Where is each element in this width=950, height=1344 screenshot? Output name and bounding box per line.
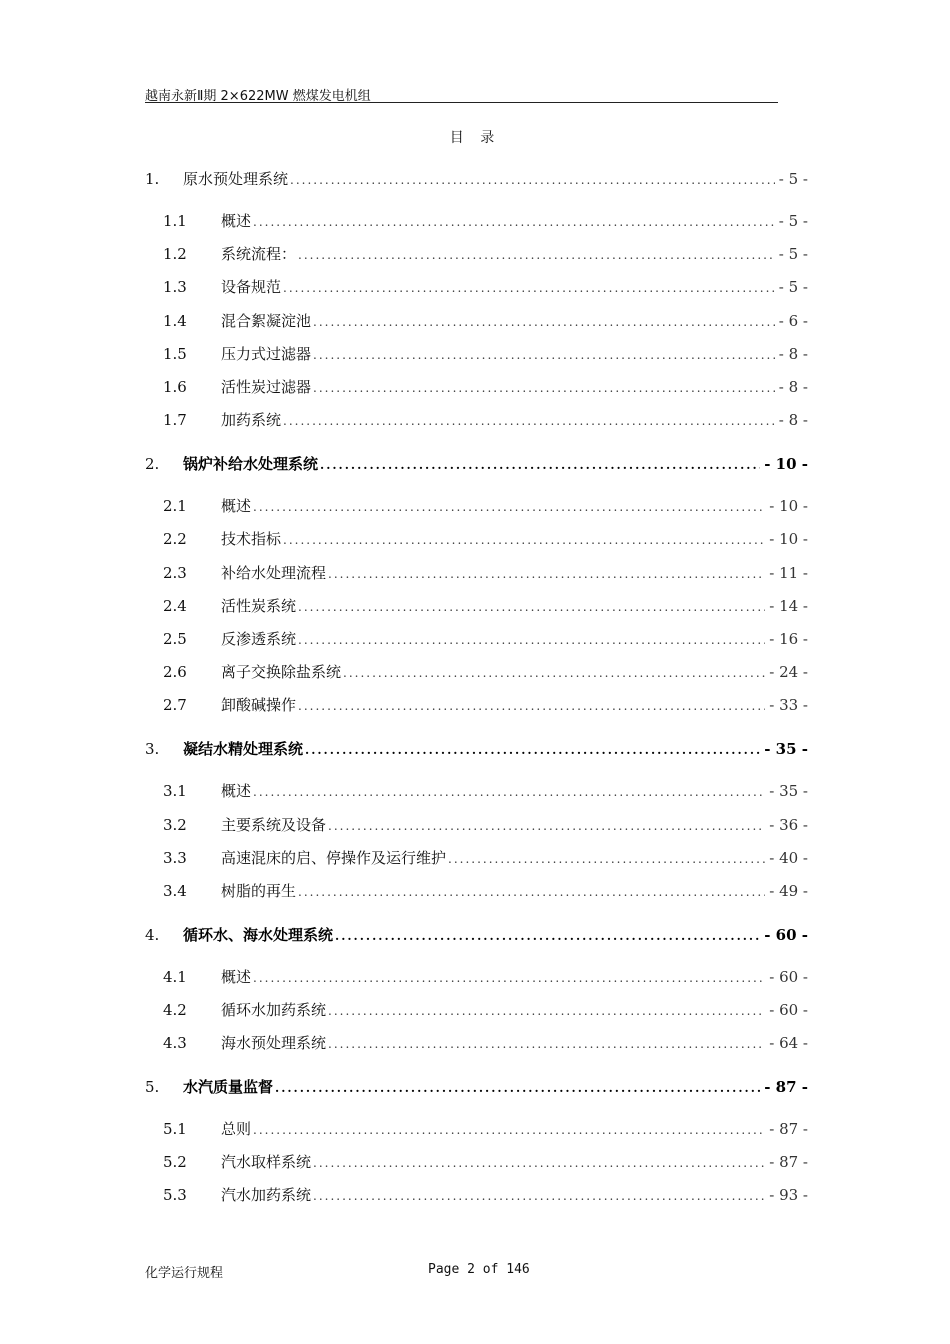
toc-dot-leader	[275, 1077, 760, 1099]
toc-entry[interactable]	[145, 1076, 808, 1098]
toc-dot-leader	[253, 211, 775, 233]
toc-entry-number: 4.2	[163, 1001, 187, 1019]
toc-entry-page: - 6 -	[778, 312, 808, 330]
toc-entry-number: 1.4	[163, 312, 187, 330]
toc-entry-page: - 24 -	[769, 663, 808, 681]
toc-dot-leader	[313, 377, 775, 399]
toc-entry-page: - 10 -	[769, 497, 808, 515]
toc-entry[interactable]	[145, 495, 808, 517]
toc-entry[interactable]	[145, 453, 808, 475]
toc-dot-leader	[313, 344, 775, 366]
toc-dot-leader	[328, 1033, 765, 1055]
toc-entry[interactable]	[145, 310, 808, 332]
toc-entry-page: - 10 -	[764, 455, 808, 473]
toc-entry[interactable]	[145, 880, 808, 902]
toc-entry-page: - 36 -	[769, 816, 808, 834]
toc-entry-page: - 5 -	[778, 245, 808, 263]
toc-entry[interactable]	[145, 595, 808, 617]
toc-entry-number: 5.1	[163, 1120, 187, 1138]
toc-entry-title: 树脂的再生	[221, 882, 297, 900]
toc-dot-leader	[298, 881, 765, 903]
toc-dot-leader	[283, 410, 775, 432]
toc-entry[interactable]	[145, 780, 808, 802]
toc-entry-title: 凝结水精处理系统	[183, 740, 304, 758]
toc-entry-page: - 5 -	[778, 278, 808, 296]
toc-entry[interactable]	[145, 1184, 808, 1206]
toc-entry-number: 2.5	[163, 630, 187, 648]
toc-entry-page: - 8 -	[778, 345, 808, 363]
toc-entry-title: 汽水取样系统	[221, 1153, 312, 1171]
toc-entry-title: 海水预处理系统	[221, 1034, 327, 1052]
toc-entry-title: 概述	[221, 968, 252, 986]
toc-entry-number: 2.6	[163, 663, 187, 681]
toc-dot-leader	[335, 925, 760, 947]
toc-entry[interactable]	[145, 1032, 808, 1054]
toc-dot-leader	[253, 1119, 765, 1141]
toc-entry-number: 1.	[145, 170, 160, 188]
toc-entry[interactable]	[145, 210, 808, 232]
running-header: 越南永新Ⅱ期 2×622MW 燃煤发电机组	[145, 89, 371, 104]
toc-entry-title: 离子交换除盐系统	[221, 663, 342, 681]
toc-entry-page: - 64 -	[769, 1034, 808, 1052]
toc-entry-page: - 49 -	[769, 882, 808, 900]
toc-entry[interactable]	[145, 343, 808, 365]
toc-entry-title: 概述	[221, 212, 252, 230]
toc-entry-page: - 60 -	[769, 968, 808, 986]
toc-dot-leader	[448, 848, 765, 870]
toc-entry-title: 锅炉补给水处理系统	[183, 455, 319, 473]
toc-entry[interactable]	[145, 966, 808, 988]
toc-entry-page: - 35 -	[764, 740, 808, 758]
toc-entry-number: 4.1	[163, 968, 187, 986]
footer-page-number: Page 2 of 146	[428, 1262, 530, 1277]
toc-dot-leader	[253, 781, 765, 803]
toc-entry-number: 3.1	[163, 782, 187, 800]
toc-entry-title: 加药系统	[221, 411, 282, 429]
toc-entry-number: 3.	[145, 740, 160, 758]
toc-dot-leader	[313, 1152, 765, 1174]
toc-entry-number: 1.3	[163, 278, 187, 296]
toc-entry-title: 混合絮凝淀池	[221, 312, 312, 330]
toc-dot-leader	[298, 244, 775, 266]
toc-entry[interactable]	[145, 562, 808, 584]
toc-entry[interactable]	[145, 738, 808, 760]
toc-entry-number: 3.2	[163, 816, 187, 834]
toc-entry-number: 1.2	[163, 245, 187, 263]
toc-entry-number: 3.3	[163, 849, 187, 867]
toc-entry[interactable]	[145, 409, 808, 431]
toc-entry-page: - 60 -	[769, 1001, 808, 1019]
toc-dot-leader	[328, 1000, 765, 1022]
toc-entry-number: 4.3	[163, 1034, 187, 1052]
toc-dot-leader	[253, 967, 765, 989]
toc-dot-leader	[290, 169, 775, 191]
toc-dot-leader	[320, 454, 760, 476]
toc-entry-title: 补给水处理流程	[221, 564, 327, 582]
toc-entry-title: 循环水加药系统	[221, 1001, 327, 1019]
toc-entry-number: 1.7	[163, 411, 187, 429]
toc-entry-page: - 33 -	[769, 696, 808, 714]
toc-entry[interactable]	[145, 661, 808, 683]
toc-entry-title: 概述	[221, 782, 252, 800]
toc-dot-leader	[343, 662, 765, 684]
toc-entry-title: 反渗透系统	[221, 630, 297, 648]
toc-entry-title: 卸酸碱操作	[221, 696, 297, 714]
toc-entry-title: 活性炭过滤器	[221, 378, 312, 396]
toc-dot-leader	[253, 496, 765, 518]
toc-entry-page: - 14 -	[769, 597, 808, 615]
toc-entry-title: 高速混床的启、停操作及运行维护	[221, 849, 447, 867]
toc-dot-leader	[305, 739, 760, 761]
toc-entry[interactable]	[145, 276, 808, 298]
toc-entry-number: 1.5	[163, 345, 187, 363]
toc-entry[interactable]	[145, 1151, 808, 1173]
toc-entry[interactable]	[145, 847, 808, 869]
toc-dot-leader	[283, 529, 765, 551]
toc-entry[interactable]	[145, 814, 808, 836]
toc-entry[interactable]	[145, 376, 808, 398]
toc-entry-number: 3.4	[163, 882, 187, 900]
toc-entry-title: 原水预处理系统	[183, 170, 289, 188]
toc-dot-leader	[298, 596, 765, 618]
toc-entry-number: 5.2	[163, 1153, 187, 1171]
toc-entry-page: - 35 -	[769, 782, 808, 800]
toc-entry[interactable]	[145, 999, 808, 1021]
toc-dot-leader	[313, 1185, 765, 1207]
toc-dot-leader	[313, 311, 775, 333]
toc-title: 目 录	[449, 130, 501, 146]
toc-entry-number: 2.7	[163, 696, 187, 714]
toc-entry-title: 技术指标	[221, 530, 282, 548]
toc-entry[interactable]	[145, 924, 808, 946]
toc-entry[interactable]	[145, 168, 808, 190]
toc-entry-page: - 10 -	[769, 530, 808, 548]
toc-entry-page: - 8 -	[778, 411, 808, 429]
toc-entry-page: - 87 -	[764, 1078, 808, 1096]
toc-entry-number: 1.1	[163, 212, 187, 230]
toc-entry[interactable]	[145, 1118, 808, 1140]
toc-entry-page: - 87 -	[769, 1120, 808, 1138]
toc-entry[interactable]	[145, 528, 808, 550]
toc-entry-title: 水汽质量监督	[183, 1078, 274, 1096]
toc-entry-page: - 93 -	[769, 1186, 808, 1204]
toc-entry-page: - 87 -	[769, 1153, 808, 1171]
toc-entry-page: - 60 -	[764, 926, 808, 944]
toc-entry-number: 2.2	[163, 530, 187, 548]
toc-entry-number: 5.	[145, 1078, 160, 1096]
toc-dot-leader	[298, 629, 765, 651]
toc-entry-title: 系统流程：	[221, 245, 297, 263]
toc-dot-leader	[328, 815, 765, 837]
toc-dot-leader	[283, 277, 775, 299]
toc-entry-page: - 40 -	[769, 849, 808, 867]
toc-entry-number: 2.	[145, 455, 160, 473]
toc-entry-title: 主要系统及设备	[221, 816, 327, 834]
toc-entry-title: 活性炭系统	[221, 597, 297, 615]
toc-dot-leader	[298, 695, 765, 717]
toc-entry-number: 1.6	[163, 378, 187, 396]
header-rule	[145, 102, 778, 103]
toc-entry[interactable]	[145, 694, 808, 716]
toc-entry-page: - 11 -	[769, 564, 808, 582]
toc-entry-page: - 5 -	[778, 170, 808, 188]
toc-entry-number: 2.3	[163, 564, 187, 582]
toc-dot-leader	[328, 563, 765, 585]
toc-entry-number: 2.1	[163, 497, 187, 515]
toc-entry-page: - 8 -	[778, 378, 808, 396]
toc-entry-title: 设备规范	[221, 278, 282, 296]
toc-entry-number: 5.3	[163, 1186, 187, 1204]
toc-entry-number: 4.	[145, 926, 160, 944]
toc-entry-page: - 16 -	[769, 630, 808, 648]
toc-entry[interactable]	[145, 628, 808, 650]
toc-entry-title: 汽水加药系统	[221, 1186, 312, 1204]
footer-doc-name: 化学运行规程	[145, 1266, 224, 1281]
toc-entry-title: 总则	[221, 1120, 252, 1138]
toc-entry-title: 循环水、海水处理系统	[183, 926, 334, 944]
toc-entry-title: 概述	[221, 497, 252, 515]
toc-entry-title: 压力式过滤器	[221, 345, 312, 363]
toc-entry[interactable]	[145, 243, 808, 265]
toc-entry-number: 2.4	[163, 597, 187, 615]
toc-entry-page: - 5 -	[778, 212, 808, 230]
